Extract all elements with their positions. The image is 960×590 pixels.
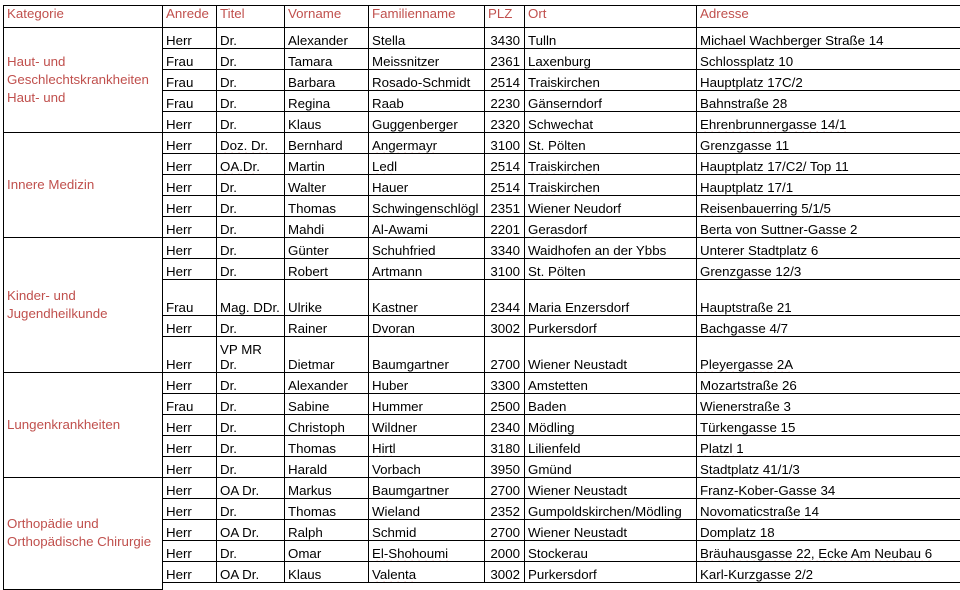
titel-cell: VP MR Dr. bbox=[217, 337, 285, 373]
category-cell: Kinder- und Jugendheilkunde bbox=[4, 238, 163, 373]
table-row bbox=[4, 133, 960, 154]
familienname-text: Ledl bbox=[372, 159, 397, 174]
titel-cell: Dr. bbox=[217, 457, 285, 478]
ort-cell: Wiener Neustadt bbox=[525, 478, 697, 499]
titel-cell: Dr. bbox=[217, 175, 285, 196]
familienname-cell bbox=[369, 457, 485, 478]
familienname-cell: Hauer bbox=[369, 175, 485, 196]
anrede-cell: Herr bbox=[163, 499, 217, 520]
vorname-cell: Omar bbox=[285, 541, 369, 562]
titel-cell: OA Dr. bbox=[217, 520, 285, 541]
adresse-cell: Wienerstraße 3 bbox=[697, 394, 960, 415]
anrede-cell: Herr bbox=[163, 196, 217, 217]
ort-cell bbox=[525, 217, 697, 238]
plz-cell: 2230 bbox=[485, 91, 525, 112]
ort-cell: Lilienfeld bbox=[525, 436, 697, 457]
vorname-cell: Tamara bbox=[285, 49, 369, 70]
ort-text: Traiskirchen bbox=[528, 75, 600, 90]
adresse-cell: Grenzgasse 11 bbox=[697, 133, 960, 154]
empty-cell bbox=[525, 583, 697, 590]
vorname-cell: Günter bbox=[285, 238, 369, 259]
titel-cell: Dr. bbox=[217, 91, 285, 112]
adresse-cell: Karl-Kurzgasse 2/2 bbox=[697, 562, 960, 583]
ort-cell bbox=[525, 499, 697, 520]
header-adresse: Adresse bbox=[697, 6, 960, 28]
vorname-cell: Robert bbox=[285, 259, 369, 280]
header-familienname: Familienname bbox=[369, 6, 485, 28]
plz-cell: 2361 bbox=[485, 49, 525, 70]
table-row bbox=[4, 478, 960, 499]
titel-cell: Dr. bbox=[217, 415, 285, 436]
anrede-cell: Herr bbox=[163, 133, 217, 154]
anrede-cell: Frau bbox=[163, 49, 217, 70]
vorname-cell: Alexander bbox=[285, 28, 369, 49]
plz-cell: 3340 bbox=[485, 238, 525, 259]
ort-text: Laxenburg bbox=[528, 54, 591, 69]
titel-cell: Dr. bbox=[217, 316, 285, 337]
titel-cell: Dr. bbox=[217, 373, 285, 394]
familienname-cell: Schuhfried bbox=[369, 238, 485, 259]
header-vorname: Vorname bbox=[285, 6, 369, 28]
empty-cell bbox=[369, 583, 485, 590]
plz-cell: 2201 bbox=[485, 217, 525, 238]
plz-cell: 3100 bbox=[485, 133, 525, 154]
vorname-cell: Walter bbox=[285, 175, 369, 196]
vorname-cell: Regina bbox=[285, 91, 369, 112]
ort-text: Traiskirchen bbox=[528, 180, 600, 195]
anrede-cell: Herr bbox=[163, 415, 217, 436]
table-row bbox=[4, 238, 960, 259]
familienname-cell: Kastner bbox=[369, 280, 485, 316]
anrede-cell: Frau bbox=[163, 70, 217, 91]
familienname-cell: Al-Awami bbox=[369, 217, 485, 238]
familienname-cell: Guggenberger bbox=[369, 112, 485, 133]
familienname-cell bbox=[369, 541, 485, 562]
physician-table bbox=[3, 5, 960, 590]
ort-cell: Stockerau bbox=[525, 541, 697, 562]
titel-cell: Dr. bbox=[217, 70, 285, 91]
plz-cell: 3300 bbox=[485, 373, 525, 394]
ort-cell: St. Pölten bbox=[525, 259, 697, 280]
titel-cell: Dr. bbox=[217, 112, 285, 133]
familienname-cell: Wildner bbox=[369, 415, 485, 436]
empty-cell bbox=[697, 583, 960, 590]
titel-cell: Dr. bbox=[217, 436, 285, 457]
adresse-cell: Franz-Kober-Gasse 34 bbox=[697, 478, 960, 499]
adresse-text: Ehrenbrunnergasse 14/1 bbox=[700, 117, 846, 132]
ort-cell bbox=[525, 175, 697, 196]
familienname-cell bbox=[369, 133, 485, 154]
titel-cell: Mag. DDr. bbox=[217, 280, 285, 316]
ort-cell: Gmünd bbox=[525, 457, 697, 478]
anrede-cell: Herr bbox=[163, 562, 217, 583]
titel-cell: Dr. bbox=[217, 541, 285, 562]
titel-cell: OA Dr. bbox=[217, 478, 285, 499]
familienname-text: Schwingenschlögl bbox=[372, 201, 478, 216]
ort-cell bbox=[525, 154, 697, 175]
vorname-cell: Thomas bbox=[285, 499, 369, 520]
adresse-cell: Hauptplatz 17/1 bbox=[697, 175, 960, 196]
anrede-cell: Herr bbox=[163, 316, 217, 337]
ort-cell: Wiener Neustadt bbox=[525, 337, 697, 373]
adresse-cell bbox=[697, 499, 960, 520]
plz-cell: 3100 bbox=[485, 259, 525, 280]
familienname-cell bbox=[369, 316, 485, 337]
familienname-cell: Artmann bbox=[369, 259, 485, 280]
adresse-cell: Grenzgasse 12/3 bbox=[697, 259, 960, 280]
familienname-text: Dvoran bbox=[372, 321, 415, 336]
ort-cell: Gänserndorf bbox=[525, 91, 697, 112]
empty-cell bbox=[285, 583, 369, 590]
anrede-cell: Herr bbox=[163, 112, 217, 133]
anrede-cell: Herr bbox=[163, 337, 217, 373]
anrede-cell: Herr bbox=[163, 154, 217, 175]
familienname-text: Angermayr bbox=[372, 138, 437, 153]
adresse-cell: Bahnstraße 28 bbox=[697, 91, 960, 112]
familienname-text: Valenta bbox=[372, 567, 416, 582]
vorname-cell: Alexander bbox=[285, 373, 369, 394]
titel-cell: Dr. bbox=[217, 238, 285, 259]
vorname-cell: Christoph bbox=[285, 415, 369, 436]
titel-cell bbox=[217, 133, 285, 154]
titel-text: OA.Dr. bbox=[220, 159, 260, 174]
adresse-cell: Hauptstraße 21 bbox=[697, 280, 960, 316]
adresse-text: Novomaticstraße 14 bbox=[700, 504, 819, 519]
adresse-cell bbox=[697, 112, 960, 133]
vorname-cell: Martin bbox=[285, 154, 369, 175]
adresse-text: Platzl 1 bbox=[700, 441, 744, 456]
ort-cell: Purkersdorf bbox=[525, 562, 697, 583]
vorname-cell: Thomas bbox=[285, 436, 369, 457]
familienname-cell: Raab bbox=[369, 91, 485, 112]
anrede-cell: Frau bbox=[163, 394, 217, 415]
plz-cell: 2000 bbox=[485, 541, 525, 562]
familienname-text: Vorbach bbox=[372, 462, 421, 477]
adresse-cell bbox=[697, 541, 960, 562]
ort-text: Maria Enzersdorf bbox=[528, 300, 629, 315]
vorname-cell: Sabine bbox=[285, 394, 369, 415]
ort-cell bbox=[525, 70, 697, 91]
adresse-cell: Stadtplatz 41/1/3 bbox=[697, 457, 960, 478]
vorname-cell: Barbara bbox=[285, 70, 369, 91]
vorname-cell: Harald bbox=[285, 457, 369, 478]
adresse-cell bbox=[697, 196, 960, 217]
titel-cell: Dr. bbox=[217, 196, 285, 217]
titel-cell bbox=[217, 154, 285, 175]
anrede-cell: Herr bbox=[163, 541, 217, 562]
familienname-cell: Wieland bbox=[369, 499, 485, 520]
plz-cell: 2344 bbox=[485, 280, 525, 316]
anrede-cell: Herr bbox=[163, 28, 217, 49]
adresse-cell: Berta von Suttner-Gasse 2 bbox=[697, 217, 960, 238]
anrede-cell: Herr bbox=[163, 217, 217, 238]
header-kategorie: Kategorie bbox=[4, 6, 163, 28]
ort-cell: St. Pölten bbox=[525, 133, 697, 154]
ort-cell: Tulln bbox=[525, 28, 697, 49]
adresse-cell bbox=[697, 337, 960, 373]
anrede-cell: Herr bbox=[163, 373, 217, 394]
vorname-cell: Dietmar bbox=[285, 337, 369, 373]
familienname-text: Rosado-Schmidt bbox=[372, 75, 470, 90]
ort-cell: Mödling bbox=[525, 415, 697, 436]
familienname-cell: Hummer bbox=[369, 394, 485, 415]
familienname-text: El-Shohoumi bbox=[372, 546, 448, 561]
ort-cell bbox=[525, 49, 697, 70]
table-row bbox=[4, 28, 960, 49]
ort-cell: Amstetten bbox=[525, 373, 697, 394]
vorname-cell: Klaus bbox=[285, 562, 369, 583]
titel-cell: Dr. bbox=[217, 499, 285, 520]
plz-cell: 2514 bbox=[485, 154, 525, 175]
plz-cell: 2514 bbox=[485, 70, 525, 91]
plz-cell: 3002 bbox=[485, 316, 525, 337]
vorname-cell: Rainer bbox=[285, 316, 369, 337]
anrede-cell: Herr bbox=[163, 175, 217, 196]
familienname-cell: Stella bbox=[369, 28, 485, 49]
empty-cell bbox=[217, 583, 285, 590]
ort-cell: Wiener Neustadt bbox=[525, 520, 697, 541]
adresse-cell: Bachgasse 4/7 bbox=[697, 316, 960, 337]
titel-cell: Dr. bbox=[217, 49, 285, 70]
familienname-cell: Meissnitzer bbox=[369, 49, 485, 70]
familienname-cell bbox=[369, 196, 485, 217]
category-cell: Orthopädie und Orthopädische Chirurgie bbox=[4, 478, 163, 590]
adresse-cell: Türkengasse 15 bbox=[697, 415, 960, 436]
anrede-cell: Herr bbox=[163, 457, 217, 478]
familienname-cell bbox=[369, 70, 485, 91]
category-cell: Haut- und Geschlechtskrankheiten Haut- und bbox=[4, 28, 163, 133]
vorname-cell: Ralph bbox=[285, 520, 369, 541]
ort-cell: Wiener Neudorf bbox=[525, 196, 697, 217]
plz-cell: 2700 bbox=[485, 520, 525, 541]
empty-cell bbox=[485, 583, 525, 590]
anrede-cell: Herr bbox=[163, 478, 217, 499]
empty-cell bbox=[163, 583, 217, 590]
plz-cell: 2352 bbox=[485, 499, 525, 520]
plz-cell: 2351 bbox=[485, 196, 525, 217]
ort-text: Gumpoldskirchen/Mödling bbox=[528, 504, 682, 519]
adresse-cell: Michael Wachberger Straße 14 bbox=[697, 28, 960, 49]
familienname-cell: Baumgartner bbox=[369, 478, 485, 499]
category-cell: Lungenkrankheiten bbox=[4, 373, 163, 478]
adresse-cell: Unterer Stadtplatz 6 bbox=[697, 238, 960, 259]
titel-cell: Dr. bbox=[217, 217, 285, 238]
vorname-cell: Thomas bbox=[285, 196, 369, 217]
plz-cell: 2320 bbox=[485, 112, 525, 133]
header-anrede: Anrede bbox=[163, 6, 217, 28]
ort-cell: Baden bbox=[525, 394, 697, 415]
plz-cell: 3950 bbox=[485, 457, 525, 478]
adresse-cell: Domplatz 18 bbox=[697, 520, 960, 541]
vorname-cell: Klaus bbox=[285, 112, 369, 133]
header-titel: Titel bbox=[217, 6, 285, 28]
adresse-text: Reisenbauerring 5/1/5 bbox=[700, 201, 831, 216]
titel-cell: Dr. bbox=[217, 259, 285, 280]
anrede-cell: Herr bbox=[163, 238, 217, 259]
plz-cell: 2500 bbox=[485, 394, 525, 415]
ort-text: Gerasdorf bbox=[528, 222, 587, 237]
ort-cell bbox=[525, 280, 697, 316]
header-plz: PLZ bbox=[485, 6, 525, 28]
header-row bbox=[4, 6, 960, 28]
vorname-cell: Bernhard bbox=[285, 133, 369, 154]
titel-cell: Dr. bbox=[217, 394, 285, 415]
familienname-cell: Huber bbox=[369, 373, 485, 394]
adresse-cell: Hauptplatz 17C/2 bbox=[697, 70, 960, 91]
plz-cell: 2700 bbox=[485, 337, 525, 373]
vorname-cell: Ulrike bbox=[285, 280, 369, 316]
familienname-cell bbox=[369, 154, 485, 175]
header-ort: Ort bbox=[525, 6, 697, 28]
anrede-cell: Herr bbox=[163, 436, 217, 457]
plz-cell: 2340 bbox=[485, 415, 525, 436]
ort-cell: Waidhofen an der Ybbs bbox=[525, 238, 697, 259]
adresse-text: Pleyergasse 2A bbox=[700, 357, 793, 372]
adresse-text: Bräuhausgasse 22, Ecke Am Neubau 6 bbox=[700, 546, 932, 561]
adresse-cell: Mozartstraße 26 bbox=[697, 373, 960, 394]
vorname-cell: Mahdi bbox=[285, 217, 369, 238]
anrede-cell: Herr bbox=[163, 520, 217, 541]
plz-cell: 2700 bbox=[485, 478, 525, 499]
familienname-cell bbox=[369, 436, 485, 457]
adresse-cell: Hauptplatz 17/C2/ Top 11 bbox=[697, 154, 960, 175]
anrede-cell: Frau bbox=[163, 280, 217, 316]
adresse-cell: Schlossplatz 10 bbox=[697, 49, 960, 70]
anrede-cell: Frau bbox=[163, 91, 217, 112]
category-cell: Innere Medizin bbox=[4, 133, 163, 238]
vorname-cell: Markus bbox=[285, 478, 369, 499]
table-row bbox=[4, 373, 960, 394]
plz-cell: 3180 bbox=[485, 436, 525, 457]
plz-cell: 3430 bbox=[485, 28, 525, 49]
ort-cell: Purkersdorf bbox=[525, 316, 697, 337]
ort-text: Traiskirchen bbox=[528, 159, 600, 174]
ort-cell: Schwechat bbox=[525, 112, 697, 133]
plz-cell: 3002 bbox=[485, 562, 525, 583]
titel-cell: Dr. bbox=[217, 28, 285, 49]
familienname-cell: Schmid bbox=[369, 520, 485, 541]
familienname-cell bbox=[369, 562, 485, 583]
familienname-cell: Baumgartner bbox=[369, 337, 485, 373]
titel-text: Doz. Dr. bbox=[220, 138, 268, 153]
plz-cell: 2514 bbox=[485, 175, 525, 196]
adresse-cell bbox=[697, 436, 960, 457]
titel-cell: OA Dr. bbox=[217, 562, 285, 583]
familienname-text: Hirtl bbox=[372, 441, 396, 456]
anrede-cell: Herr bbox=[163, 259, 217, 280]
